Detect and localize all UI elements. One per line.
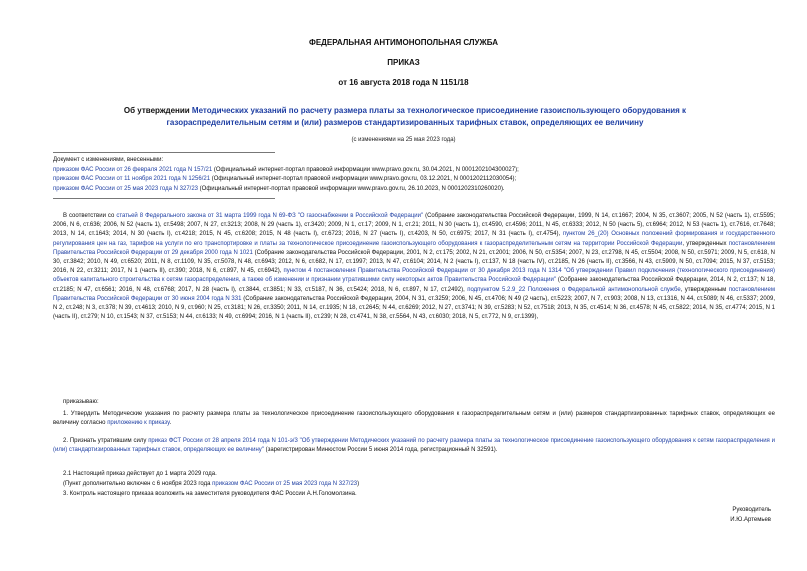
amendment-link[interactable]: приказом ФАС России от 25 мая 2023 года N 327/23 <box>212 481 358 487</box>
preamble-text: (Собрание законодательства Российской Федерации, 2004, N 31, ст.3259; 2006, N 45, ст.4706; N 49 (2 часть), ст.5223; 2007, N 7, ст.903; 2008, N 13, ст.1316, N 44, ст.5089; N 46, ст.5337; 2009, N 2, ст.248; N 3, ст.378; N 39, ст.4613; 2010, N 9, ст.960; N 25, ст.3181; N 26, ст.3350; 2011, N 14, ст.1935; N 18, ст.2645; N 44, ст.6269; 2012, N 27, ст.3741; N 39, ст.5283; N 52, ст.7518; 2013, N 35, ст.4514; N 36, ст.4578; N 45, ст.5822; 2014, N 35, ст.4774; 2015, N 1 (часть II), ст.279; N 10, ст.1543; N 37, ст.5153; N 44, ст.6133; N 49, ст.6994; 2016, N 1 (часть II), ст.239; N 28, ст.4741, N 38, ст.5564, N 43, ст.6030; 2018, N 5, ст.772, N 9, ст.1399), <box>53 295 776 321</box>
item-2-1-note <box>53 480 775 489</box>
resolution-1314-link[interactable]: пунктом 4 постановления Правительства Российской Федерации от 30 декабря 2013 года N 1314 "Об утверждении Правил подключения (технологического присоединения) объектов капитального строительства к сетям газораспределения, а также об изменении и признании утратившими силу некоторых актов Правительства Российской Федерации" <box>53 268 775 284</box>
change-item <box>53 185 753 195</box>
fst-order-link[interactable]: приказ ФСТ России от 28 апреля 2014 года N 101-э/3 "Об утверждении Методических указаний по расчету размера платы за технологическое присоединение газоиспользующего оборудования к сетям газораспределения и (или) стандартизированных тарифных ставок, определяющих ее величину" <box>53 438 775 454</box>
note-text: (Пункт дополнительно включен с 6 ноября 2023 года <box>63 481 213 487</box>
change-link[interactable]: приказом ФАС России от 26 февраля 2021 года N 157/21 <box>53 166 213 173</box>
title-link-cont[interactable]: газораспределительным сетям и (или) размеров стандартизированных тарифных ставок, определяющих ее величину <box>166 118 644 127</box>
agency-name: ФЕДЕРАЛЬНАЯ АНТИМОНОПОЛЬНАЯ СЛУЖБА <box>309 38 498 47</box>
item-1-text: 1. Утвердить Методические указания по расчету размера платы за технологическое присоединение газоиспользующего оборудования к газораспределительным сетям и (или) размеров стандартизированных тарифных ставок, определяющих ее величину согласно <box>53 411 775 427</box>
separator-top <box>53 152 275 153</box>
preamble-text: , утвержденным <box>680 286 729 293</box>
document-title <box>60 105 750 116</box>
pricing-provisions-link[interactable]: пунктом 26_(20) Основных положений формирования и государственного регулирования цен на газ, тарифов на услуги по его транспортировке и платы за технологическое присоединение газоиспользующего оборудования к газораспределительным сетям на территории Российской Федерации <box>53 231 775 247</box>
orders-line: приказываю: <box>63 399 99 405</box>
gas-law-link[interactable]: статьей 8 Федерального закона от 31 марта 1999 года N 69-ФЗ "О газоснабжении в Российской Федерации" <box>116 213 424 219</box>
note-end: ) <box>357 481 360 487</box>
doc-date-number: от 16 августа 2018 года N 1151/18 <box>338 78 469 87</box>
change-item <box>53 166 753 176</box>
separator-bottom <box>53 198 275 199</box>
doc-type: ПРИКАЗ <box>387 58 420 67</box>
preamble-text: (Собрание законодательства Российской Федерации, 2014, N 2, ст.137; N 18, ст.2185; N 47, ст.6561; 2016, N 48, ст.6768; 2017, N 28 (часть I), ст.3844, ст.3851; N 33, ст.5187, N 36, ст.5424; 2018, N 6, ст.897, N 17, ст.2492), <box>53 277 775 293</box>
item-1 <box>53 410 775 428</box>
signature-block <box>730 505 771 525</box>
title-link[interactable]: Методических указаний по расчету размера платы за технологическое присоединение газоиспользующего оборудования к <box>191 106 687 115</box>
preamble-text: (Собрание законодательства Российской Федерации, 2001, N 2, ст.175; 2002, N 21, ст.2001; 2006, N 50, ст.5354; 2007, N 23, ст.2798, N 45, ст.5504; 2008, N 50, ст.5971; 2009, N 5, ст.618, N 30, ст.3842; 2010, N 49, ст.6520; 2011, N 8, ст.1109, N 35, ст.5078, N 48, ст.6943; 2012, N 6, ст.682, N 17, ст.1997; 2013, N 47, ст.6104; 2014, N 2 (часть I), ст.137, N 18 (часть IV), ст.2185, N 26 (часть II), ст.3566, N 43, ст.5909, N 50, ст.7094; 2015, N 37, ст.5153; 2016, N 22, ст.3211; 2017, N 1 (часть II), ст.390; 2018, N 6, ст.897, N 45, ст.6942), <box>53 249 775 275</box>
item-2-1: 2.1 Настоящий приказ действует до 1 марта 2029 года. <box>63 471 217 477</box>
preamble-text: , утвержденных <box>682 240 729 247</box>
change-link[interactable]: приказом ФАС России от 11 ноября 2021 года N 1256/21 <box>53 176 211 182</box>
title-prefix: Об утверждении <box>123 106 192 115</box>
preamble-text: (Собрание законодательства Российской Федерации, 1999, N 14, ст.1667; 2004, N 35, ст.3607; 2005, N 52 (часть 1), ст.5595; 2006, N 6, ст.636; 2006, N 52 (часть 1), ст.5498; 2007, N 27, ст.3213; 2008, N 29 (часть 1), ст.3420; 2009, N 1, ст.17; 2009, N 1, ст.21; 2011, N 30 (часть 1), ст.4590, ст.4596; 2011, N 45, ст.6333; 2012, N 50 (часть 5), ст.6964; 2012, N 53 (часть 1), ст.7616, ст.7648; 2013, N 14, ст.1643; 2014, N 30 (часть I), ст.4218; 2015, N 45, ст.6208; 2015, N 48 (часть I), ст.6723; 2016, N 27 (часть I), ст.4203, N 50, ст.6975; 2017, N 31 (часть I), ст.4754), <box>53 213 775 238</box>
preamble-text: В соответствии со <box>63 213 117 219</box>
fas-regulation-link[interactable]: подпунктом 5.2.9_22 Положения о Федеральной антимонопольной службе <box>467 286 681 293</box>
preamble <box>53 212 775 322</box>
item-1-end: . <box>169 420 172 427</box>
changes-list <box>53 156 753 194</box>
signer-position: Руководитель <box>732 507 771 513</box>
document-title-line2 <box>60 117 750 128</box>
item-2-text: 2. Признать утратившим силу <box>63 438 149 444</box>
resolution-1021-link[interactable]: постановлением Правительства Российской Федерации от 29 декабря 2000 года N 1021 <box>53 240 775 256</box>
revision-note: (с изменениями на 25 мая 2023 года) <box>351 137 456 143</box>
change-item <box>53 175 753 185</box>
signer-name: И.Ю.Артемьев <box>730 517 771 523</box>
change-source: (Официальный интернет-портал правовой информации www.pravo.gov.ru, 26.10.2023, N 0001202310260020). <box>198 185 505 192</box>
change-link[interactable]: приказом ФАС России от 25 мая 2023 года N 327/23 <box>53 185 198 192</box>
appendix-link[interactable]: приложению к приказу <box>107 420 170 427</box>
change-source: (Официальный интернет-портал правовой информации www.pravo.gov.ru, 03.12.2021, N 0001202112030054); <box>210 176 517 182</box>
change-source: (Официальный интернет-портал правовой информации www.pravo.gov.ru, 30.04.2021, N 0001202104300027); <box>212 166 519 173</box>
item-3: 3. Контроль настоящего приказа возложить на заместителя руководителя ФАС России А.Н.Голомолзина. <box>63 491 357 497</box>
item-2-registration: (зарегистрирован Минюстом России 5 июня 2014 года, регистрационный N 32591). <box>263 447 498 454</box>
changes-heading: Документ с изменениями, внесенными: <box>53 157 164 163</box>
resolution-331-link[interactable]: постановлением Правительства Российской Федерации от 30 июня 2004 года N 331 <box>53 286 775 302</box>
item-2 <box>53 437 775 455</box>
